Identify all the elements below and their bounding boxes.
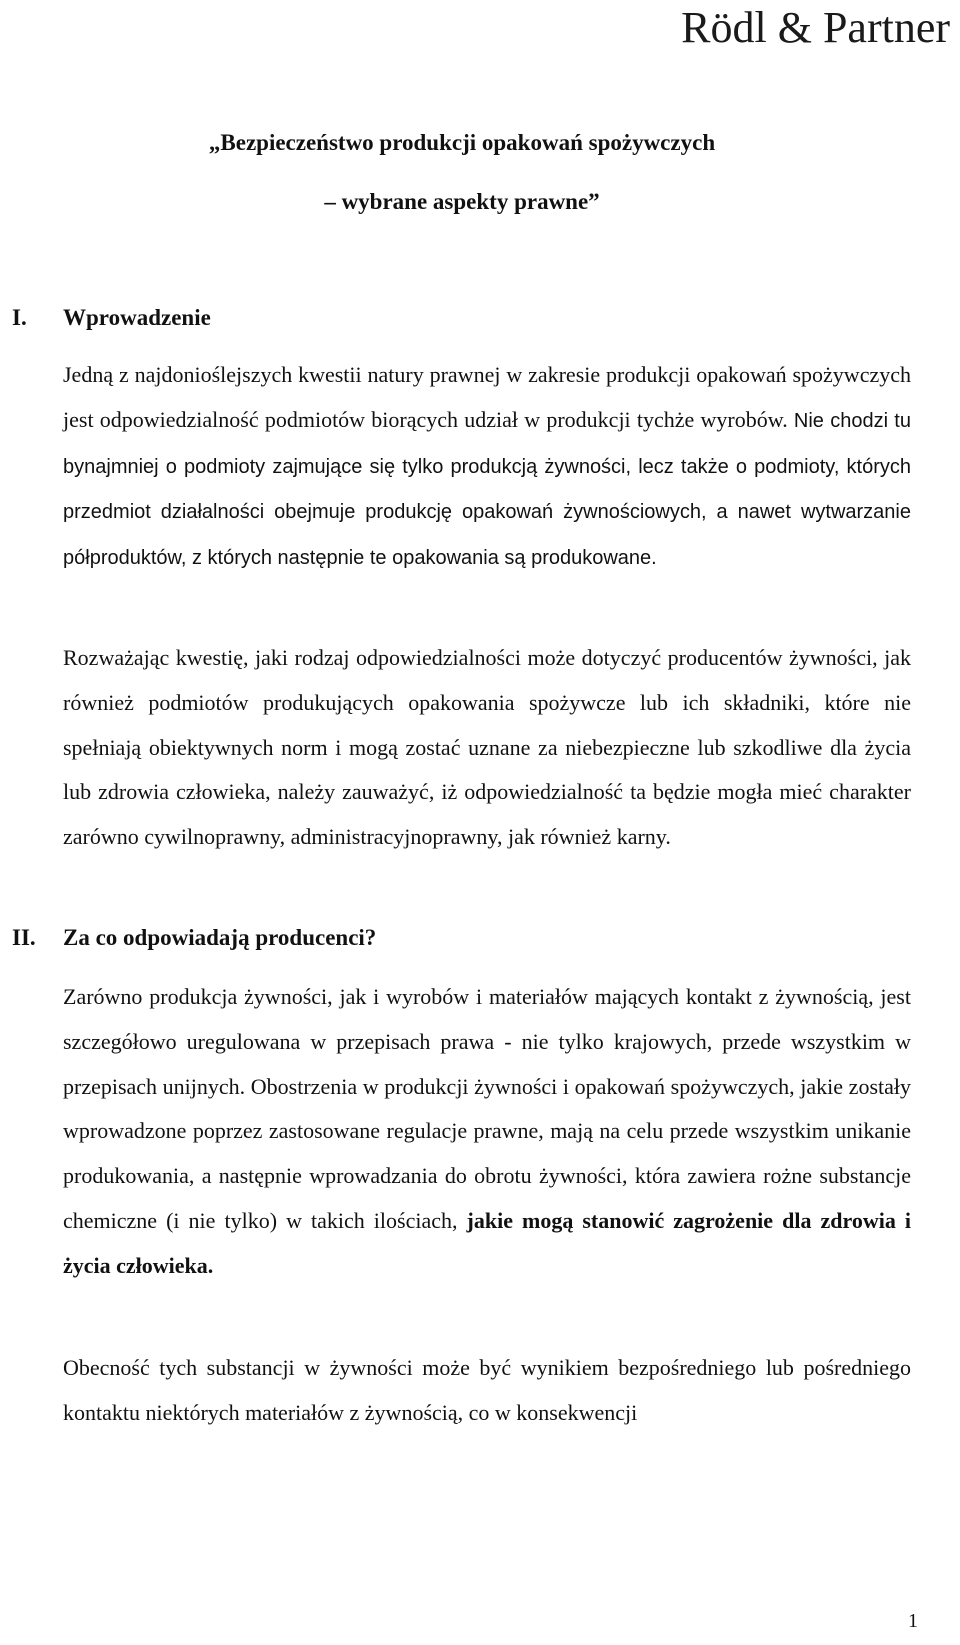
- paragraph: [63, 353, 911, 581]
- section-title: Wprowadzenie: [63, 305, 211, 330]
- page-number: 1: [908, 1610, 918, 1632]
- paragraph: Rozważając kwestię, jaki rodzaj odpowiedzialności może dotyczyć producentów żywności, jak również podmiotów produkujących opakowania spożywcze lub ich składniki, które nie spełniają obiektywnych norm i mogą zostać uznane za niebezpieczne lub szkodliwe dla życia lub zdrowia człowieka, należy zauważyć, iż odpowiedzialność ta będzie mogła mieć charakter zarówno cywilnoprawny, administracyjnoprawny, jak również karny.: [63, 645, 911, 850]
- paragraph-text: Zarówno produkcja żywności, jak i wyrobów i materiałów mających kontakt z żywnością, jest szczegółowo uregulowana w przepisach prawa - nie tylko krajowych, przede wszystkim w przepisach unijnych. Obostrzenia w produkcji żywności i opakowań spożywczych, jakie zostały wprowadzone poprzez zastosowane regulacje prawne, mają na celu przede wszystkim unikanie produkowania, a następnie wprowadzania do obrotu żywności, która zawiera rożne substancje chemiczne (i nie tylko) w takich ilościach,: [63, 984, 911, 1233]
- section-number: I.: [12, 305, 27, 330]
- section-title: Za co odpowiadają producenci?: [63, 925, 377, 950]
- paragraph-text: Jedną z najdonioślejszych kwestii natury prawnej w zakresie produkcji opakowań spożywczych jest odpowiedzialność podmiotów biorących udział w produkcji tychże wyrobów.: [63, 362, 911, 432]
- paragraph-text-bold: jakie mogą stanowić zagrożenie dla zdrowia i życia człowieka.: [63, 1207, 911, 1278]
- paragraph: Obecność tych substancji w żywności może być wynikiem bezpośredniego lub pośredniego kontaktu niektórych materiałów z żywnością, co w konsekwencji: [63, 1355, 911, 1425]
- paragraph-text-sans: Nie chodzi tu bynajmniej o podmioty zajmujące się tylko produkcją żywności, lecz także o podmioty, których przedmiot działalności obejmuje produkcję opakowań żywnościowych, a nawet wytwarzanie półproduktów, z których następnie te opakowania są produkowane.: [63, 409, 911, 570]
- section-number: II.: [12, 925, 36, 950]
- paragraph: [63, 975, 911, 1289]
- company-logo: Rödl & Partner: [681, 3, 950, 52]
- document-title-line2: – wybrane aspekty prawne”: [324, 189, 600, 214]
- document-title-line1: „Bezpieczeństwo produkcji opakowań spożywczych: [208, 130, 716, 155]
